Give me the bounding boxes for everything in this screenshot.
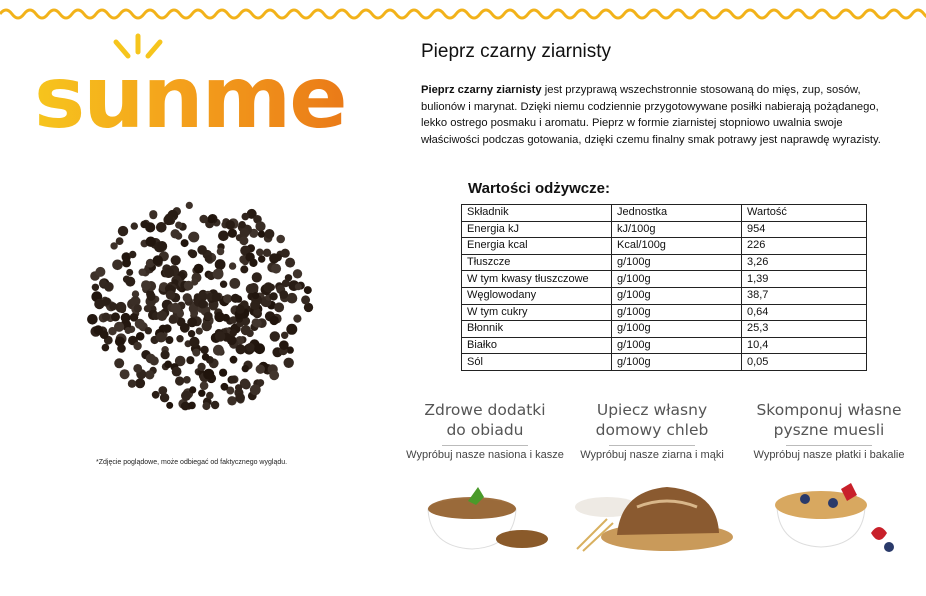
table-cell: g/100g bbox=[612, 337, 742, 354]
promo-title-line1: Zdrowe dodatki bbox=[424, 401, 546, 419]
nutrition-heading: Wartości odżywcze: bbox=[468, 180, 610, 197]
table-cell: 38,7 bbox=[742, 287, 867, 304]
promo-bread bbox=[563, 400, 741, 557]
muesli-bowl-image bbox=[749, 467, 909, 557]
header-cell: Jednostka bbox=[612, 205, 742, 222]
table-cell: 954 bbox=[742, 221, 867, 238]
table-row bbox=[462, 271, 867, 288]
table-cell: kJ/100g bbox=[612, 221, 742, 238]
promo-title-line1: Skomponuj własne bbox=[756, 401, 902, 419]
table-row bbox=[462, 354, 867, 371]
promo-title-line2: pyszne muesli bbox=[773, 421, 885, 439]
promo-title-line1: Upiecz własny bbox=[596, 401, 708, 419]
promo-subtitle: Wypróbuj nasze nasiona i kasze bbox=[406, 449, 564, 461]
header-cell: Składnik bbox=[462, 205, 612, 222]
nutrition-table bbox=[461, 204, 867, 371]
table-cell: Tłuszcze bbox=[462, 254, 612, 271]
promo-title-line2: domowy chleb bbox=[595, 421, 709, 439]
promo-subtitle: Wypróbuj nasze ziarna i mąki bbox=[580, 449, 724, 461]
table-cell: g/100g bbox=[612, 254, 742, 271]
table-cell: 25,3 bbox=[742, 321, 867, 338]
table-row bbox=[462, 287, 867, 304]
divider bbox=[609, 445, 695, 446]
image-disclaimer: *Zdjęcie poglądowe, może odbiegać od faktycznego wyglądu. bbox=[96, 459, 288, 466]
table-row bbox=[462, 321, 867, 338]
table-cell: 0,05 bbox=[742, 354, 867, 371]
bread-loaf-image bbox=[567, 467, 737, 557]
logo-wordmark: sunme bbox=[34, 48, 346, 148]
product-description bbox=[421, 82, 896, 148]
table-cell: g/100g bbox=[612, 354, 742, 371]
description-lead: Pieprz czarny ziarnisty bbox=[421, 84, 542, 96]
table-cell: Sól bbox=[462, 354, 612, 371]
page-title: Pieprz czarny ziarnisty bbox=[421, 41, 612, 62]
promo-title-line2: do obiadu bbox=[446, 421, 524, 439]
peppercorn-pile-image bbox=[50, 180, 330, 440]
table-header-row bbox=[462, 205, 867, 222]
divider bbox=[786, 445, 872, 446]
table-row bbox=[462, 238, 867, 255]
table-row bbox=[462, 304, 867, 321]
promo-side-dishes bbox=[396, 400, 574, 557]
table-cell: g/100g bbox=[612, 287, 742, 304]
table-cell: W tym kwasy tłuszczowe bbox=[462, 271, 612, 288]
table-cell: 3,26 bbox=[742, 254, 867, 271]
table-cell: Kcal/100g bbox=[612, 238, 742, 255]
table-cell: 10,4 bbox=[742, 337, 867, 354]
table-row bbox=[462, 337, 867, 354]
table-cell: Węglowodany bbox=[462, 287, 612, 304]
table-cell: 0,64 bbox=[742, 304, 867, 321]
description-body: jest przyprawą wszechstronnie stosowaną do mięs, zup, sosów, bulionów i marynat. Dzięki niemu codziennie przygotowywane posiłki nabierają pożądanego, lekko ostrego posmaku i aromatu. Pieprz w formie ziarnistej stopniowo uwalnia swoje właściwości podczas gotowania, dzięki czemu finalny smak potrawy jest naprawdę wyrazisty. bbox=[421, 84, 881, 146]
promo-muesli bbox=[740, 400, 918, 557]
table-cell: 226 bbox=[742, 238, 867, 255]
table-cell: g/100g bbox=[612, 304, 742, 321]
promo-subtitle: Wypróbuj nasze płatki i bakalie bbox=[753, 449, 905, 461]
table-row bbox=[462, 254, 867, 271]
table-cell: Białko bbox=[462, 337, 612, 354]
table-row bbox=[462, 221, 867, 238]
buckwheat-bowl-image bbox=[410, 467, 560, 557]
table-cell: g/100g bbox=[612, 271, 742, 288]
wavy-top-border bbox=[0, 6, 926, 22]
brand-logo bbox=[34, 28, 364, 148]
table-cell: Błonnik bbox=[462, 321, 612, 338]
table-cell: Energia kJ bbox=[462, 221, 612, 238]
divider bbox=[442, 445, 528, 446]
table-cell: 1,39 bbox=[742, 271, 867, 288]
table-cell: g/100g bbox=[612, 321, 742, 338]
table-cell: W tym cukry bbox=[462, 304, 612, 321]
table-cell: Energia kcal bbox=[462, 238, 612, 255]
header-cell: Wartość bbox=[742, 205, 867, 222]
